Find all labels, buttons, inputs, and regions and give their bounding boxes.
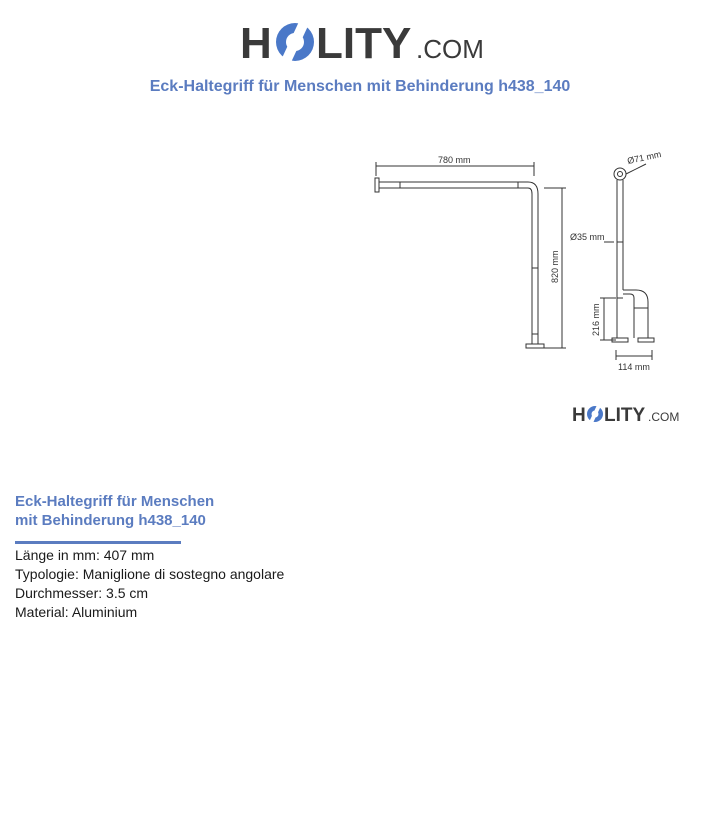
title-underline <box>15 541 181 544</box>
logo-o-mark <box>276 18 314 66</box>
product-title <box>15 492 275 530</box>
logo-letters-lity: LITY <box>316 19 412 68</box>
logo-small-letter-h: H <box>572 405 586 426</box>
page-title: Eck-Haltegriff für Menschen mit Behinderung h438_140 <box>149 78 571 95</box>
spec-list <box>15 546 284 622</box>
spec-material-value: Aluminium <box>71 604 138 620</box>
logo-small-suffix: .COM <box>648 410 680 424</box>
spec-material: Material: Aluminium <box>15 604 138 620</box>
spec-type: Typologie: Maniglione di sostegno angolare <box>15 566 285 582</box>
product-title-line2: mit Behinderung h438_140 <box>15 512 206 529</box>
spec-diameter: Durchmesser: 3.5 cm <box>15 585 149 601</box>
dim-tube-label: Ø35 mm <box>570 232 605 242</box>
dim-length-label: 780 mm <box>438 155 471 165</box>
logo-small-letters-lity: LITY <box>604 405 646 426</box>
product-technical-drawing <box>368 148 678 378</box>
logo-small-o-mark <box>587 404 603 424</box>
logo-letter-h: H <box>240 19 272 68</box>
spec-type-value: Maniglione di sostegno angolare <box>82 566 285 582</box>
spec-diameter-value: 3.5 cm <box>106 585 149 601</box>
dim-base-label: 114 mm <box>618 362 650 372</box>
spec-length-value: 407 mm <box>103 547 155 563</box>
product-title-line1: Eck-Haltegriff für Menschen <box>15 493 215 510</box>
spec-length: Länge in mm: 407 mm <box>15 547 155 563</box>
dim-height-label: 820 mm <box>550 250 560 283</box>
dim-foot-label: 216 mm <box>591 303 601 336</box>
logo-suffix: .COM <box>416 34 484 64</box>
spec-diameter-label: Durchmesser <box>15 585 99 601</box>
dim-flange-label: Ø71 mm <box>626 148 663 166</box>
holity-logo[interactable] <box>240 10 485 70</box>
spec-type-label: Typologie <box>15 566 75 582</box>
holity-logo-small <box>572 400 692 428</box>
spec-length-label: Länge in mm <box>15 547 96 563</box>
spec-material-label: Material <box>15 604 65 620</box>
